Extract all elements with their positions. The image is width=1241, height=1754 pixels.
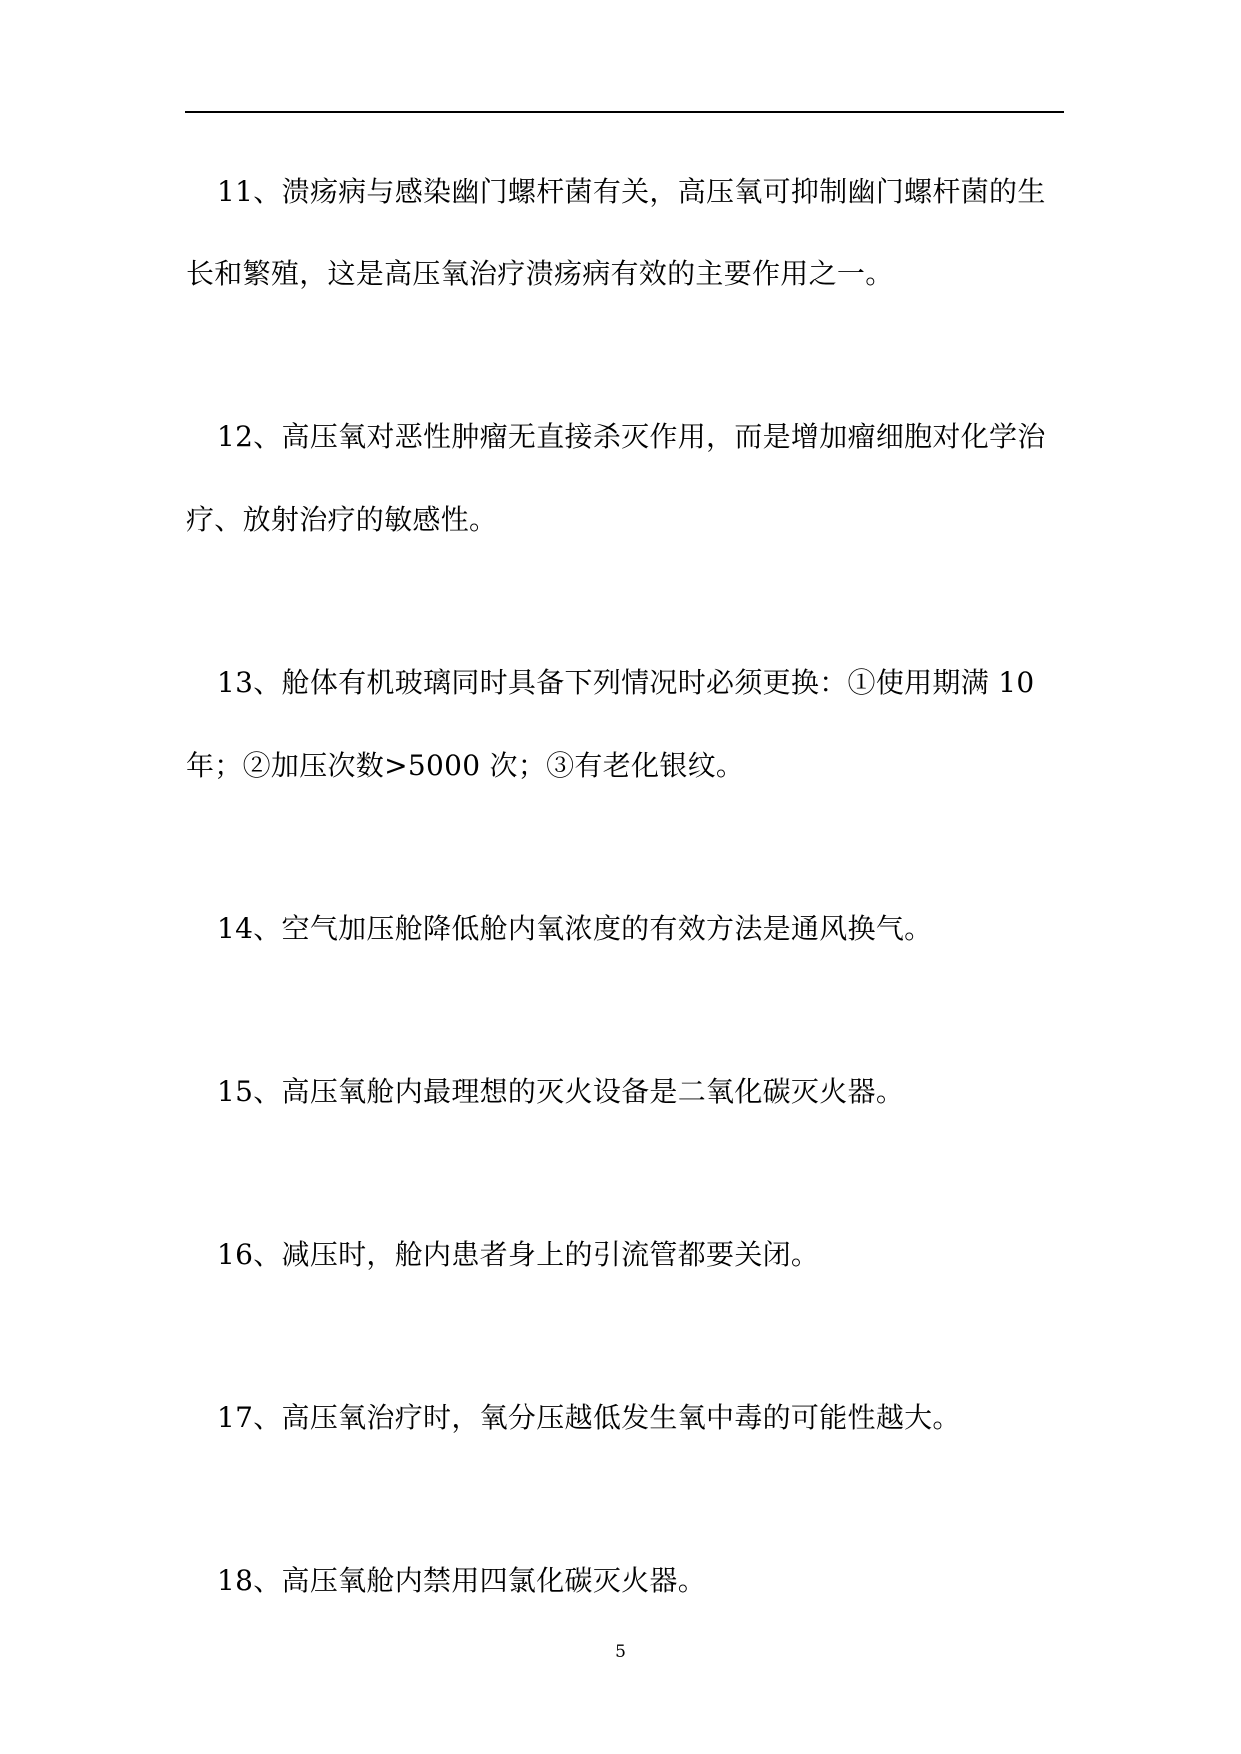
item-12-line-1: 12、高压氧对恶性肿瘤无直接杀灭作用，而是增加瘤细胞对化学治 — [217, 420, 1046, 453]
item-11-line-1: 11、溃疡病与感染幽门螺杆菌有关，高压氧可抑制幽门螺杆菌的生 — [217, 175, 1046, 208]
item-16: 16、减压时，舱内患者身上的引流管都要关闭。 — [217, 1238, 820, 1271]
header-rule — [185, 111, 1064, 113]
item-15: 15、高压氧舱内最理想的灭火设备是二氧化碳灭火器。 — [217, 1075, 905, 1108]
item-17: 17、高压氧治疗时，氧分压越低发生氧中毒的可能性越大。 — [217, 1401, 961, 1434]
item-11-line-2: 长和繁殖，这是高压氧治疗溃疡病有效的主要作用之一。 — [186, 257, 894, 290]
item-18: 18、高压氧舱内禁用四氯化碳灭火器。 — [217, 1564, 707, 1597]
item-14: 14、空气加压舱降低舱内氧浓度的有效方法是通风换气。 — [217, 912, 933, 945]
item-13-line-2: 年；②加压次数>5000 次；③有老化银纹。 — [186, 749, 745, 782]
page-number: 5 — [615, 1642, 626, 1662]
item-12-line-2: 疗、放射治疗的敏感性。 — [186, 503, 498, 536]
item-13-line-1: 13、舱体有机玻璃同时具备下列情况时必须更换：①使用期满 10 — [217, 666, 1035, 699]
